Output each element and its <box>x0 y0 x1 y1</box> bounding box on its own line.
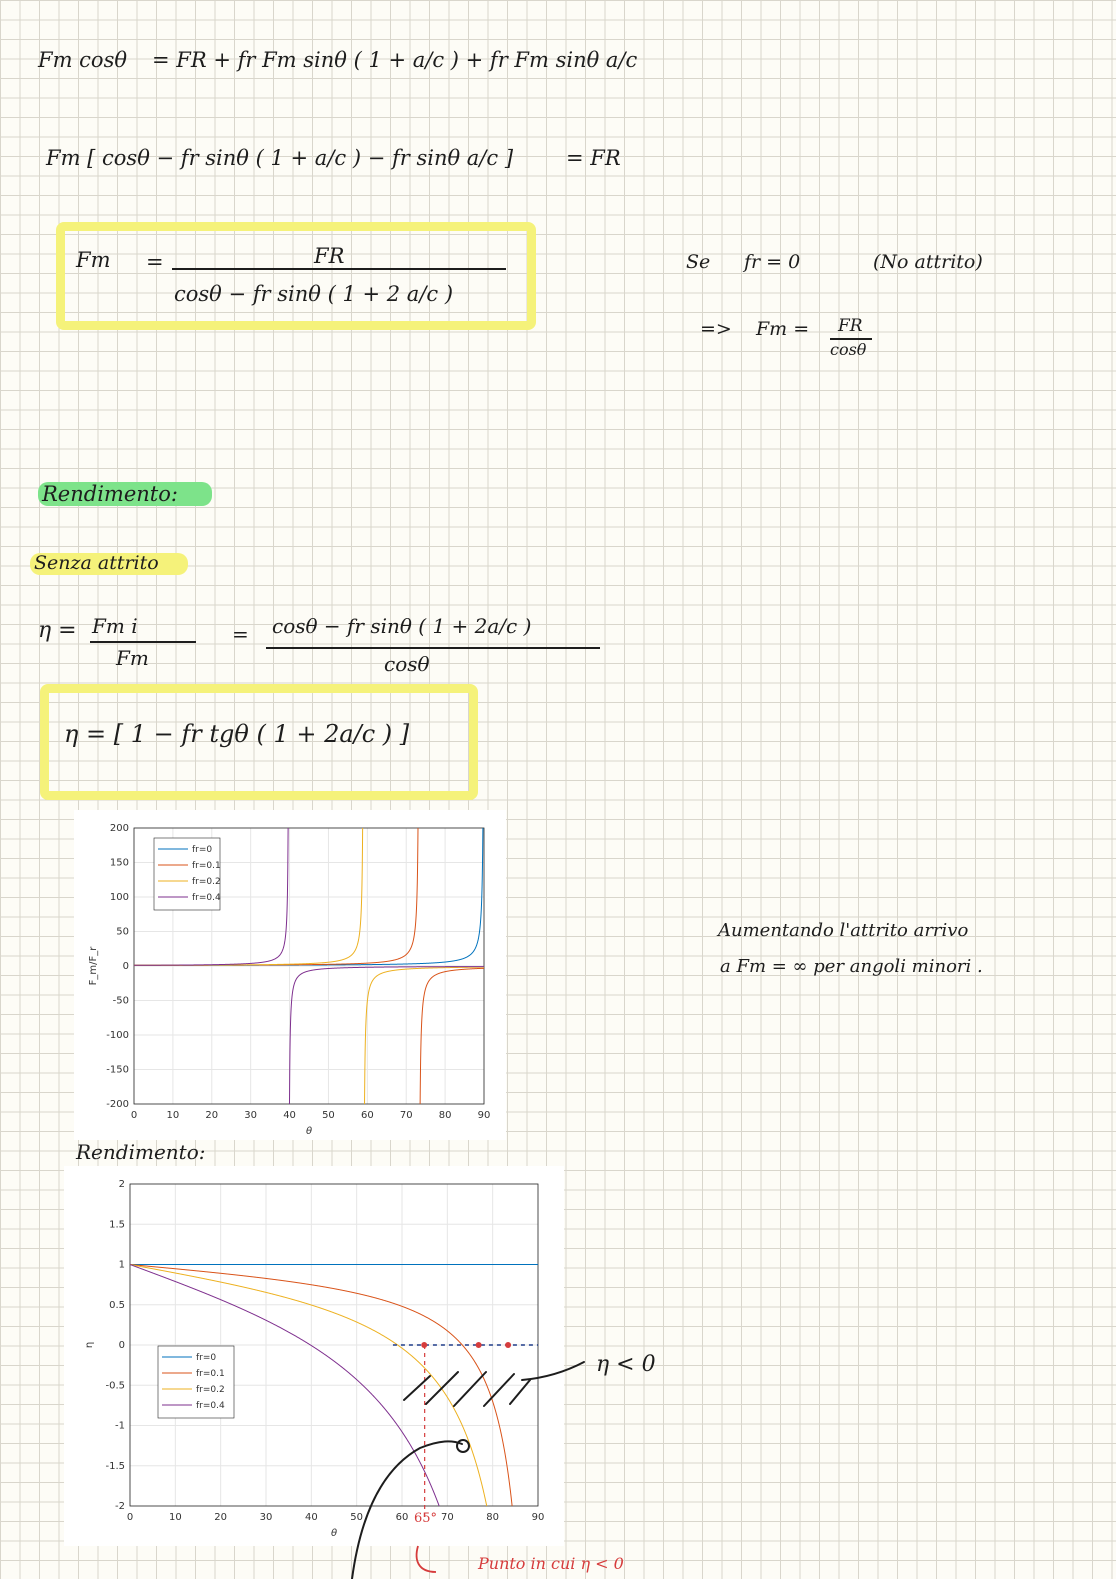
x-tick-label: 70 <box>399 1110 413 1121</box>
eta-boxed: η = [ 1 − fr tgθ ( 1 + 2a/c ) ] <box>64 720 410 748</box>
x-tick-label: 80 <box>438 1110 452 1121</box>
zero-crossing-dot <box>505 1342 511 1348</box>
eta-eq-sign: = <box>232 622 249 646</box>
eta-num: cosθ − fr sinθ ( 1 + 2a/c ) <box>272 614 532 638</box>
zero-crossing-dot <box>476 1342 482 1348</box>
angle-65-label: 65° <box>414 1511 438 1526</box>
side-fm: Fm = <box>756 318 810 340</box>
eta-frac-num: Fm i <box>92 614 138 638</box>
x-tick-label: 80 <box>486 1512 500 1523</box>
eq2: Fm [ cosθ − fr sinθ ( 1 + a/c ) − fr sinθ a/c ] <box>46 146 514 170</box>
y-tick-label: 2 <box>118 1179 125 1190</box>
eq1-rhs: = FR + fr Fm sinθ ( 1 + a/c ) + fr Fm sinθ a/c <box>152 48 638 72</box>
y-tick-label: 1 <box>118 1259 125 1271</box>
y-tick-label: 0.5 <box>109 1299 125 1311</box>
highlight-box-fm <box>56 222 536 330</box>
y-axis-label: F_m/F_r <box>88 946 99 986</box>
chart-efficiency <box>64 1166 564 1546</box>
y-tick-label: 150 <box>109 857 129 869</box>
eq3-fraction-bar <box>172 268 506 270</box>
x-tick-label: 0 <box>126 1512 134 1523</box>
x-tick-label: 50 <box>322 1110 335 1121</box>
side-den: cosθ <box>830 340 867 359</box>
eq3-denominator: cosθ − fr sinθ ( 1 + 2 a/c ) <box>174 282 454 306</box>
y-axis-label: η <box>84 1341 95 1349</box>
x-tick-label: 0 <box>130 1110 138 1121</box>
side-arrow: => <box>700 318 732 340</box>
side-note-line1: Aumentando l'attrito arrivo <box>718 920 969 941</box>
y-tick-label: 100 <box>109 892 129 903</box>
x-tick-label: 70 <box>440 1512 454 1523</box>
rendimento-label-2: Rendimento: <box>76 1140 206 1164</box>
bottom-note: Punto in cui η < 0 <box>478 1554 624 1573</box>
x-tick-label: 90 <box>531 1512 545 1523</box>
y-tick-label: -1.5 <box>105 1460 125 1472</box>
eq2-rhs: = FR <box>566 146 621 170</box>
y-tick-label: 200 <box>109 823 129 834</box>
eta-lhs: η = <box>38 618 77 643</box>
legend-entry: fr=0.4 <box>196 1401 225 1411</box>
eta-frac-bar <box>90 641 196 643</box>
y-tick-label: -100 <box>106 1030 129 1041</box>
x-tick-label: 60 <box>360 1110 374 1121</box>
side-note-line2: a Fm = ∞ per angoli minori . <box>720 956 983 977</box>
legend-entry: fr=0.2 <box>196 1385 225 1395</box>
x-tick-label: 90 <box>477 1110 491 1121</box>
y-tick-label: 0 <box>122 961 129 972</box>
eta-den: cosθ <box>384 652 430 676</box>
side-se: Se <box>686 251 711 273</box>
legend-entry: fr=0.2 <box>192 877 221 887</box>
y-tick-label: 0 <box>118 1340 125 1351</box>
legend-entry: fr=0 <box>196 1353 217 1363</box>
x-tick-label: 20 <box>214 1512 228 1523</box>
y-tick-label: -0.5 <box>105 1380 125 1392</box>
y-tick-label: -2 <box>115 1501 125 1512</box>
side-num: FR <box>838 316 863 336</box>
legend-entry: fr=0 <box>192 845 213 855</box>
side-no-attrito: (No attrito) <box>873 251 983 273</box>
y-tick-label: -1 <box>115 1420 125 1432</box>
y-tick-label: -200 <box>106 1099 129 1110</box>
x-tick-label: 30 <box>244 1110 258 1121</box>
chart-fm-fr-panel <box>74 810 506 1140</box>
y-tick-label: -50 <box>112 995 129 1007</box>
x-tick-label: 40 <box>283 1110 296 1121</box>
senza-attrito: Senza attrito <box>34 552 159 574</box>
eta-main-bar <box>266 647 600 649</box>
chart-eta-panel <box>64 1166 564 1546</box>
y-tick-label: -150 <box>106 1064 129 1076</box>
side-condition: fr = 0 <box>744 251 801 273</box>
x-tick-label: 20 <box>205 1110 219 1121</box>
eq3-numerator: FR <box>314 244 345 268</box>
legend-entry: fr=0.1 <box>196 1369 225 1379</box>
rendimento-heading: Rendimento: <box>42 482 178 506</box>
eta-frac-den: Fm <box>116 646 149 670</box>
eq1-lhs: Fm cosθ <box>38 48 127 72</box>
x-tick-label: 10 <box>166 1110 180 1121</box>
eq3-lhs: Fm <box>76 248 111 272</box>
x-tick-label: 40 <box>304 1512 318 1523</box>
y-tick-label: 50 <box>116 926 129 938</box>
chart-fm-fr <box>74 810 506 1140</box>
eta-negative-label: η < 0 <box>596 1352 656 1377</box>
x-tick-label: 30 <box>259 1512 273 1523</box>
x-tick-label: 50 <box>350 1512 364 1523</box>
eq3-eq: = <box>146 250 164 274</box>
y-tick-label: 1.5 <box>109 1219 125 1231</box>
x-tick-label: 10 <box>168 1512 182 1523</box>
x-axis-label: θ <box>305 1126 313 1137</box>
x-tick-label: 60 <box>395 1512 409 1523</box>
x-axis-label: θ <box>330 1528 338 1539</box>
red-hook <box>417 1546 436 1572</box>
legend-entry: fr=0.1 <box>192 861 221 871</box>
legend-entry: fr=0.4 <box>192 893 221 903</box>
